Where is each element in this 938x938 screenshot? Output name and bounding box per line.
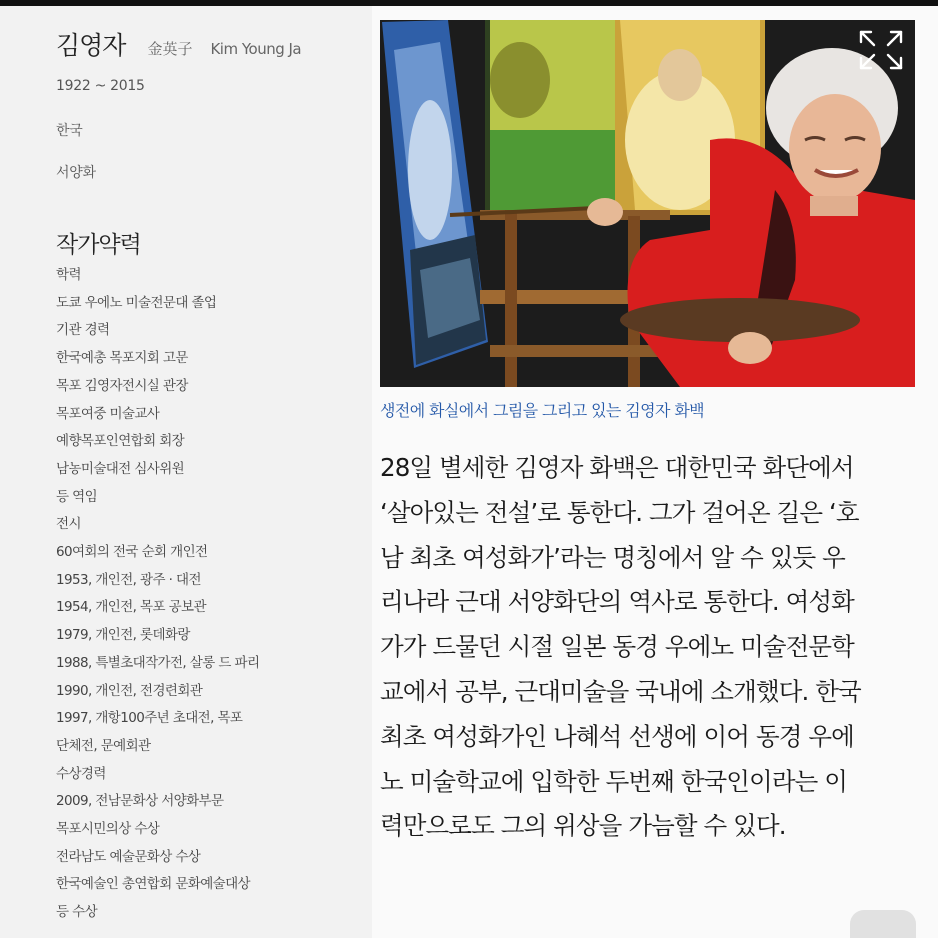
article-line: 최초 여성화가인 나혜석 선생에 이어 동경 우에 [380, 721, 854, 751]
artist-photo[interactable] [380, 20, 915, 387]
bio-item: 도쿄 우에노 미술전문대 졸업 [56, 294, 217, 311]
bio-item: 1997, 개항100주년 초대전, 목포 [56, 710, 243, 727]
artist-country: 한국 [56, 123, 83, 139]
bio-list [56, 262, 259, 927]
bio-item: 1954, 개인전, 목포 공보관 [56, 599, 206, 616]
bio-item: 60여회의 전국 순회 개인전 [56, 544, 208, 561]
bio-item: 예향목포인연합회 회장 [56, 433, 185, 450]
article-line: 28일 별세한 김영자 화백은 대한민국 화단에서 [380, 453, 854, 482]
bio-item: 등 수상 [56, 904, 98, 921]
bio-item: 1990, 개인전, 전경련회관 [56, 682, 203, 699]
bio-item: 등 역임 [56, 488, 98, 505]
bio-item: 남농미술대전 심사위원 [56, 460, 185, 477]
bio-item: 한국예술인 총연합회 문화예술대상 [56, 876, 250, 893]
bio-item: 2009, 전남문화상 서양화부문 [56, 793, 224, 810]
bio-item: 목포 김영자전시실 관장 [56, 377, 188, 394]
artist-name-korean: 김영자 [56, 31, 126, 60]
article-line: 력만으로도 그의 위상을 가늠할 수 있다. [380, 811, 786, 841]
article-line: ‘살아있는 전설’로 통한다. 그가 걸어온 길은 ‘호 [380, 497, 859, 527]
bio-item: 수상경력 [56, 765, 106, 782]
bio-item: 기관 경력 [56, 322, 110, 339]
article-body [380, 446, 910, 849]
bio-item: 전시 [56, 516, 81, 533]
artist-name-english: Kim Young Ja [210, 40, 302, 58]
artist-years: 1922 ~ 2015 [56, 78, 145, 94]
bio-item: 목포여중 미술교사 [56, 405, 160, 422]
bio-item: 학력 [56, 267, 81, 283]
article-line: 노 미술학교에 입학한 두번째 한국인이라는 이 [380, 766, 848, 796]
article-line: 리나라 근대 서양화단의 역사로 통한다. 여성화 [380, 587, 854, 617]
bio-item: 1979, 개인전, 롯데화랑 [56, 627, 190, 644]
expand-icon [855, 26, 907, 74]
bio-item: 한국예총 목포지회 고문 [56, 350, 188, 367]
artist-genre: 서양화 [56, 165, 96, 181]
article-line: 남 최초 여성화가’라는 명칭에서 알 수 있듯 우 [380, 542, 845, 572]
bio-item: 단체전, 문예회관 [56, 737, 151, 754]
expand-button[interactable] [855, 26, 907, 74]
artist-name-hanja: 金英子 [147, 40, 193, 58]
bio-heading: 작가약력 [56, 232, 141, 258]
bio-item: 전라남도 예술문화상 수상 [56, 848, 201, 865]
article-line: 가가 드물던 시절 일본 동경 우에노 미술전문학 [380, 632, 854, 662]
bio-item: 목포시민의상 수상 [56, 821, 160, 838]
bio-item: 1988, 특별초대작가전, 살롱 드 파리 [56, 654, 260, 671]
bio-item: 1953, 개인전, 광주 · 대전 [56, 571, 201, 588]
photo-caption: 생전에 화실에서 그림을 그리고 있는 김영자 화백 [380, 401, 705, 420]
article-line: 교에서 공부, 근대미술을 국내에 소개했다. 한국 [380, 676, 861, 706]
painting-scene [380, 20, 915, 387]
scroll-handle[interactable] [850, 910, 916, 938]
artist-name-row [56, 26, 301, 62]
